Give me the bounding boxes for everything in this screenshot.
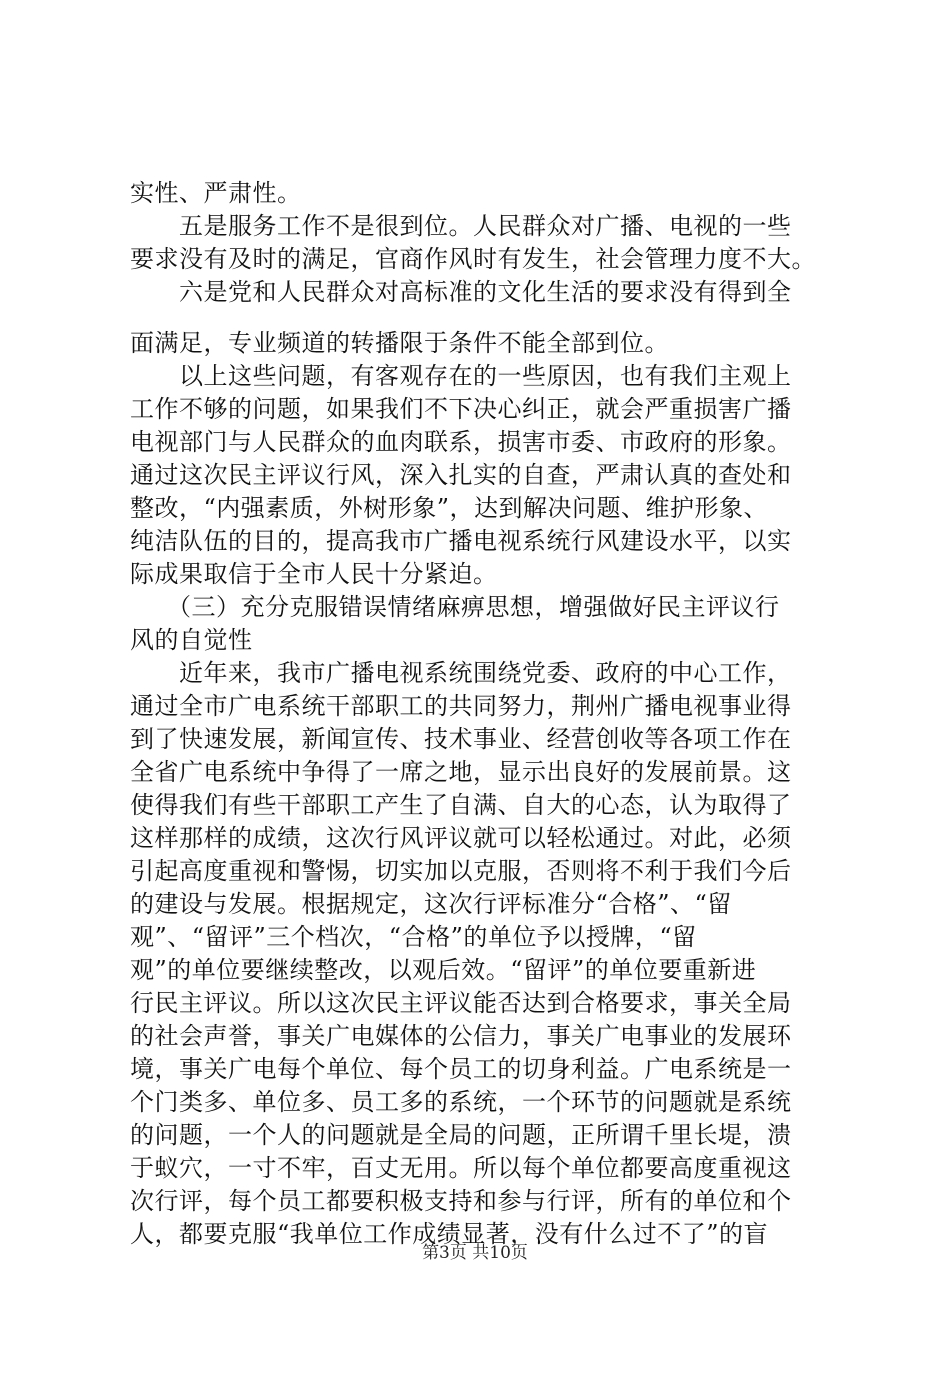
text-line: 引起高度重视和警惕，切实加以克服，否则将不利于我们今后 — [130, 857, 792, 885]
text-line: 使得我们有些干部职工产生了自满、自大的心态，认为取得了 — [130, 791, 792, 819]
text-line: 境，事关广电每个单位、每个员工的切身利益。广电系统是一 — [130, 1055, 792, 1083]
text-line: 实性、严肃性。 — [130, 179, 302, 207]
text-line: 观”的单位要继续整改，以观后效。“留评”的单位要重新进 — [130, 956, 757, 984]
text-line: 的问题，一个人的问题就是全局的问题，正所谓千里长堤，溃 — [130, 1121, 792, 1149]
text-line: 观”、“留评”三个档次，“合格”的单位予以授牌，“留 — [130, 923, 697, 951]
text-line: 个门类多、单位多、员工多的系统，一个环节的问题就是系统 — [130, 1088, 792, 1116]
text-line: 通过全市广电系统干部职工的共同努力，荆州广播电视事业得 — [130, 692, 792, 720]
text-line: 整改，“内强素质，外树形象”，达到解决问题、维护形象、 — [130, 494, 769, 522]
text-line: 际成果取信于全市人民十分紧迫。 — [130, 560, 498, 588]
text-line: 通过这次民主评议行风，深入扎实的自查，严肃认真的查处和 — [130, 461, 792, 489]
text-line: 以上这些问题，有客观存在的一些原因，也有我们主观上 — [130, 362, 792, 390]
text-line: 行民主评议。所以这次民主评议能否达到合格要求，事关全局 — [130, 989, 792, 1017]
text-line: 到了快速发展，新闻宣传、技术事业、经营创收等各项工作在 — [130, 725, 792, 753]
text-line: 的社会声誉，事关广电媒体的公信力，事关广电事业的发展环 — [130, 1022, 792, 1050]
text-line: 于蚁穴，一寸不牢，百丈无用。所以每个单位都要高度重视这 — [130, 1154, 792, 1182]
text-line: 面满足，专业频道的转播限于条件不能全部到位。 — [130, 329, 669, 357]
section-heading: 风的自觉性 — [130, 626, 253, 654]
text-line: 人，都要克服“我单位工作成绩显著，没有什么过不了”的盲 — [130, 1220, 769, 1248]
text-line: 次行评，每个员工都要积极支持和参与行评，所有的单位和个 — [130, 1187, 792, 1215]
text-line: 这样那样的成绩，这次行风评议就可以轻松通过。对此，必须 — [130, 824, 792, 852]
text-line: 要求没有及时的满足，官商作风时有发生，社会管理力度不大。 — [130, 245, 816, 273]
text-line: 六是党和人民群众对高标准的文化生活的要求没有得到全 — [130, 278, 792, 306]
text-line: 五是服务工作不是很到位。人民群众对广播、电视的一些 — [130, 212, 792, 240]
page-number-footer: 第3页 共10页 — [422, 1243, 528, 1263]
text-line: 近年来，我市广播电视系统围绕党委、政府的中心工作， — [130, 659, 792, 687]
text-line: 的建设与发展。根据规定，这次行评标准分“合格”、“留 — [130, 890, 732, 918]
document-page — [0, 32, 950, 1376]
text-line: 全省广电系统中争得了一席之地，显示出良好的发展前景。这 — [130, 758, 792, 786]
text-line: 工作不够的问题，如果我们不下决心纠正，就会严重损害广播 — [130, 395, 792, 423]
text-line: 纯洁队伍的目的，提高我市广播电视系统行风建设水平，以实 — [130, 527, 792, 555]
text-line: 电视部门与人民群众的血肉联系，损害市委、市政府的形象。 — [130, 428, 792, 456]
section-heading: （三）充分克服错误情绪麻痹思想，增强做好民主评议行 — [130, 593, 780, 621]
